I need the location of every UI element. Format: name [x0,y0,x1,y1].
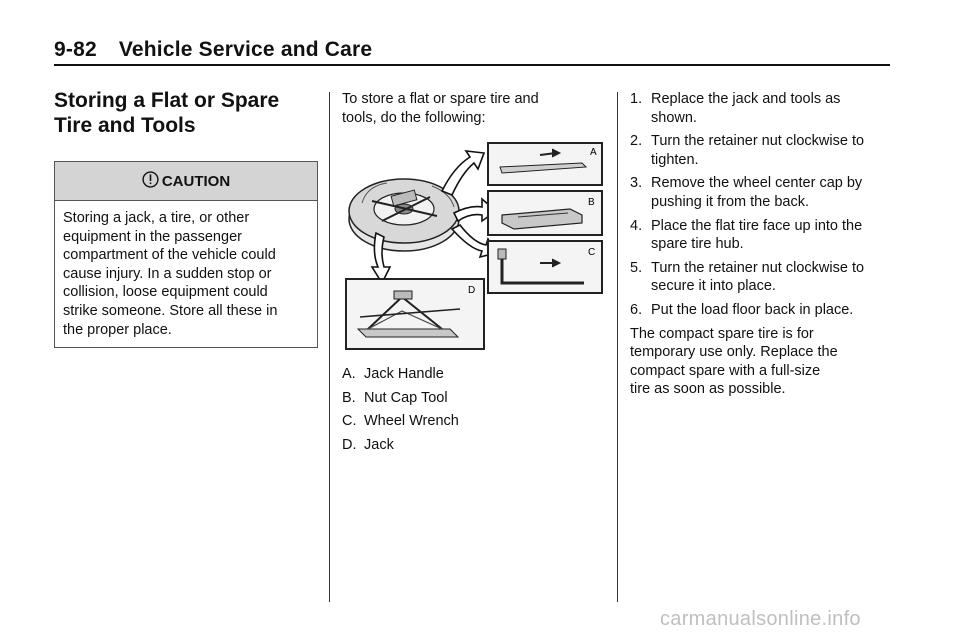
watermark: carmanualsonline.info [660,608,861,630]
figure-legend [342,365,607,454]
tool-storage-illustration [342,141,604,351]
jack-and-tools-diagram [342,141,604,351]
step-item: 6. Put the load floor back in place. [630,301,854,318]
page-title: Storing a Flat or Spare Tire and Tools [54,89,280,137]
callout-d: D [468,285,476,297]
caution-header [55,162,317,201]
header-rule [54,64,890,66]
warning-icon [142,171,159,188]
page-number: 9-82 [54,38,97,61]
step-item: 2. Turn the retainer nut clockwise to tighten. [630,133,865,168]
column-divider [329,92,330,602]
procedure-steps [630,90,895,320]
caution-text: Storing a jack, a tire, or other equipment in the passenger compartment of the vehicle could cause injury. In a sudden stop or collision, loose equipment could strike someone. Store all these in the proper place. [63,210,278,338]
page-header [54,38,890,62]
column-divider [617,92,618,602]
legend-item: D. Jack [342,436,394,453]
panel-c-wheel-wrench [488,241,602,293]
step-item: 1. Replace the jack and tools as shown. [630,91,841,126]
section-title: Vehicle Service and Care [118,38,373,61]
panel-b-nut-cap-tool [488,191,602,235]
column-right [630,90,895,399]
panel-a-jack-handle [488,143,602,185]
callout-b: B [588,197,595,209]
step-item: 3. Remove the wheel center cap by pushing it from the back. [630,175,863,210]
legend-item: B. Nut Cap Tool [342,389,448,406]
spare-tire-note: The compact spare tire is for temporary use only. Replace the compact spare with a full-size tire as soon as possible. [630,325,838,398]
callout-c: C [588,247,596,259]
caution-box [54,161,318,348]
legend-item: A. Jack Handle [342,366,444,383]
caution-label: CAUTION [161,172,231,190]
step-item: 4. Place the flat tire face up into the spare tire hub. [630,217,863,253]
panel-d-jack [346,279,484,349]
intro-text: To store a flat or spare tire and tools, do the following: [342,91,539,126]
callout-a: A [590,147,597,159]
step-item: 5. Turn the retainer nut clockwise to secure it into place. [630,259,865,295]
legend-item: C. Wheel Wrench [342,413,459,430]
column-left [54,88,316,348]
column-middle [342,90,607,460]
